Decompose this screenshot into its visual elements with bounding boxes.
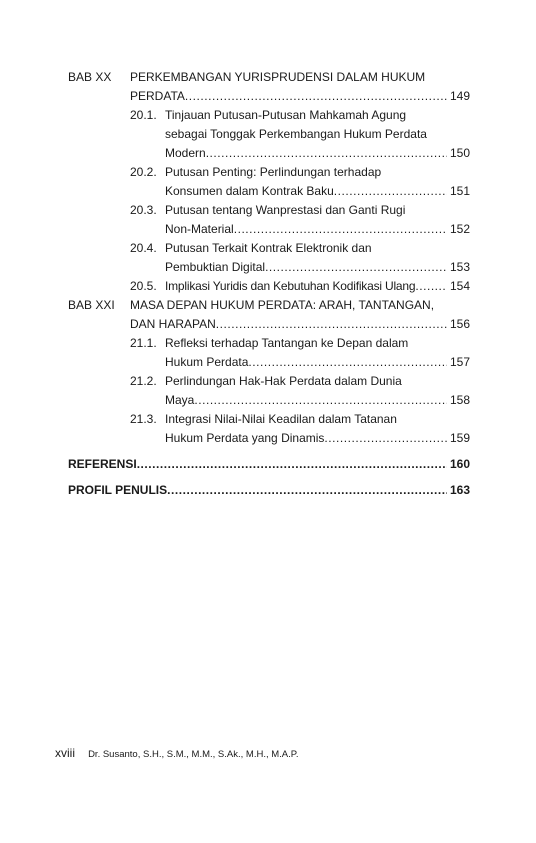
- page-number: 160: [449, 457, 470, 471]
- chapter-title-cont: PERDATA: [130, 89, 185, 103]
- referensi-title: REFERENSI: [68, 457, 137, 471]
- toc-section-21-2[interactable]: [68, 372, 470, 391]
- chapter-label: BAB XXI: [68, 298, 115, 312]
- section-title-cont: Non-Material: [165, 222, 234, 236]
- section-title: Putusan Penting: Perlindungan terhadap: [165, 165, 382, 179]
- page-number: 153: [449, 260, 470, 274]
- footer-author: Dr. Susanto, S.H., S.M., M.M., S.Ak., M.H., M.A.P.: [88, 749, 299, 760]
- section-title-cont: Modern: [165, 146, 206, 160]
- section-number: 20.3.: [130, 203, 157, 217]
- page-number: 158: [449, 393, 470, 407]
- section-title-cont: Pembuktian Digital: [165, 260, 266, 274]
- section-title-cont: Hukum Perdata yang Dinamis: [165, 431, 325, 445]
- page-number: 150: [449, 146, 470, 160]
- page-number: 154: [449, 279, 470, 293]
- section-number: 21.2.: [130, 374, 157, 388]
- toc-section-21-3[interactable]: [68, 410, 470, 429]
- section-title-cont: sebagai Tonggak Perkembangan Hukum Perdata: [165, 127, 427, 141]
- section-number: 21.1.: [130, 336, 157, 350]
- toc-section-20-2[interactable]: [68, 163, 470, 182]
- footer-page-number: xviii: [55, 746, 75, 760]
- section-number: 20.4.: [130, 241, 157, 255]
- section-number: 20.2.: [130, 165, 157, 179]
- chapter-label: BAB XX: [68, 70, 112, 84]
- toc-section-21-1[interactable]: [68, 334, 470, 353]
- toc-profil-penulis[interactable]: [68, 481, 470, 500]
- toc-section-20-1[interactable]: [68, 106, 470, 125]
- page-number: 157: [449, 355, 470, 369]
- section-number: 21.3.: [130, 412, 157, 426]
- chapter-title: MASA DEPAN HUKUM PERDATA: ARAH, TANTANGAN,: [130, 298, 435, 312]
- toc-section-20-4[interactable]: [68, 239, 470, 258]
- section-title: Tinjauan Putusan-Putusan Mahkamah Agung: [165, 108, 407, 122]
- page-number: 163: [449, 483, 470, 497]
- profil-title: PROFIL PENULIS: [68, 483, 168, 497]
- toc-section-20-5[interactable]: [68, 277, 470, 296]
- toc-chapter-20[interactable]: [68, 68, 470, 87]
- page-number: 156: [449, 317, 470, 331]
- toc-chapter-21[interactable]: [68, 296, 470, 315]
- chapter-title: PERKEMBANGAN YURISPRUDENSI DALAM HUKUM: [130, 70, 426, 84]
- section-title-cont: Maya: [165, 393, 195, 407]
- section-title-cont: Hukum Perdata: [165, 355, 249, 369]
- section-number: 20.5.: [130, 279, 157, 293]
- page-number: 151: [449, 184, 470, 198]
- page-number: 152: [449, 222, 470, 236]
- section-title: Putusan tentang Wanprestasi dan Ganti Rugi: [165, 203, 406, 217]
- toc-referensi[interactable]: [68, 455, 470, 474]
- section-title: Implikasi Yuridis dan Kebutuhan Kodifikasi Ulang: [165, 279, 416, 293]
- table-of-contents: [68, 68, 470, 500]
- toc-section-20-3[interactable]: [68, 201, 470, 220]
- chapter-title-cont: DAN HARAPAN: [130, 317, 216, 331]
- section-title: Perlindungan Hak-Hak Perdata dalam Dunia: [165, 374, 402, 388]
- section-title: Integrasi Nilai-Nilai Keadilan dalam Tatanan: [165, 412, 397, 426]
- section-number: 20.1.: [130, 108, 157, 122]
- section-title: Refleksi terhadap Tantangan ke Depan dalam: [165, 336, 409, 350]
- section-title-cont: Konsumen dalam Kontrak Baku: [165, 184, 334, 198]
- page-footer: [55, 746, 299, 760]
- page-number: 149: [449, 89, 470, 103]
- page-number: 159: [449, 431, 470, 445]
- section-title: Putusan Terkait Kontrak Elektronik dan: [165, 241, 372, 255]
